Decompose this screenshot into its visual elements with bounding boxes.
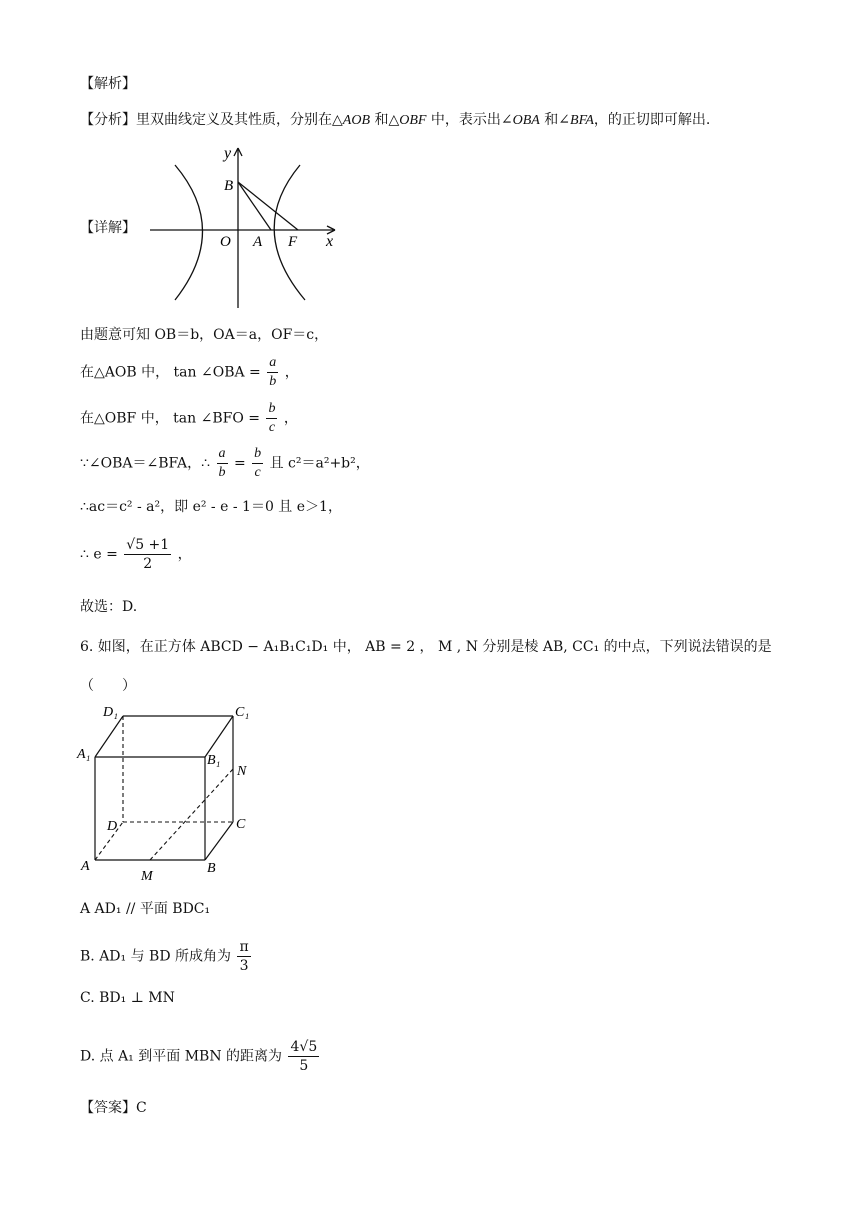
option-b xyxy=(80,938,253,975)
step-3-post: ， xyxy=(283,410,298,427)
fenxi-text-b: 中，表示出∠ xyxy=(426,112,513,128)
step-4-post: 且 c²＝a²+b²， xyxy=(269,455,370,472)
step-5: ∴ac＝c² - a²，即 e² - e - 1＝0 且 e＞1， xyxy=(80,499,342,515)
numerator: b xyxy=(252,445,263,464)
denominator: b xyxy=(269,374,277,389)
step-1: 由题意可知 OB＝b，OA＝a，OF＝c， xyxy=(80,327,329,343)
label-a1: A₁ xyxy=(77,747,91,762)
denominator: c xyxy=(268,420,276,435)
segment-bf xyxy=(238,182,298,230)
denominator: b xyxy=(218,465,226,480)
label-a: A xyxy=(253,234,263,250)
edge-a1-d1 xyxy=(95,716,123,757)
option-c: C. BD₁ ⊥ MN xyxy=(80,990,175,1006)
option-d xyxy=(80,1038,321,1075)
label-b1: B₁ xyxy=(207,753,221,768)
fenxi-text-a: 里双曲线定义及其性质，分别在△ xyxy=(136,112,343,128)
denominator: c xyxy=(254,465,261,480)
label-y: y xyxy=(224,145,232,162)
label-d1: D₁ xyxy=(103,705,118,720)
fraction-a-over-b-2 xyxy=(217,445,228,482)
numerator: a xyxy=(267,354,278,373)
cube-figure xyxy=(75,702,275,882)
denominator: 2 xyxy=(143,556,153,572)
step-3-pre: 在△OBF 中， xyxy=(80,410,169,427)
step-3-tan: tan ∠BFO = xyxy=(173,410,260,427)
fraction-e-value xyxy=(124,536,171,573)
hyperbola-right-branch xyxy=(274,165,305,300)
step-4 xyxy=(80,445,370,482)
numerator: π xyxy=(239,939,249,955)
fenxi-aob: AOB xyxy=(342,113,370,128)
analysis-heading: 【解析】 xyxy=(80,76,136,92)
step-3 xyxy=(80,400,298,437)
label-o: O xyxy=(220,234,231,250)
option-a: A AD₁ // 平面 BDC₁ xyxy=(80,901,211,917)
hyperbola-figure xyxy=(150,140,350,315)
label-c1: C₁ xyxy=(235,705,250,720)
step-2-post: ， xyxy=(284,364,299,381)
numerator: b xyxy=(266,400,277,419)
label-b: B xyxy=(207,861,216,876)
step-4-pre: ∵∠OBA＝∠BFA，∴ xyxy=(80,455,211,472)
label-c: C xyxy=(236,817,246,832)
edge-b-c xyxy=(205,822,233,860)
fraction-b-over-c xyxy=(266,400,277,437)
hyperbola-left-branch xyxy=(175,165,203,300)
fenxi-obf: OBF xyxy=(399,113,427,128)
label-d: D xyxy=(107,819,118,834)
fenxi-bfa: BFA xyxy=(570,113,594,128)
edge-b1-c1 xyxy=(205,716,233,757)
fraction-b-over-c-2 xyxy=(252,445,263,482)
segment-mn xyxy=(150,769,233,860)
analysis-paragraph xyxy=(80,110,710,131)
label-m: M xyxy=(141,869,153,882)
numerator: √5 +1 xyxy=(126,537,170,553)
numerator: 4√5 xyxy=(290,1039,318,1055)
fenxi-text-c: ，的正切即可解出. xyxy=(593,112,711,128)
label-b: B xyxy=(224,178,234,194)
step-2-tan: tan ∠OBA = xyxy=(173,364,261,381)
fraction-pi-over-3 xyxy=(237,938,250,975)
answer-line: 【答案】C xyxy=(80,1100,147,1116)
fenxi-oba: OBA xyxy=(512,113,540,128)
choice-line: 故选：D. xyxy=(80,599,138,615)
step-2 xyxy=(80,354,299,391)
denominator: 3 xyxy=(239,958,249,974)
step-2-pre: 在△AOB 中， xyxy=(80,364,170,381)
label-n: N xyxy=(237,764,247,779)
numerator: a xyxy=(217,445,228,464)
fenxi-he1: 和△ xyxy=(370,112,400,128)
question-6-paren: （ ） xyxy=(80,678,136,694)
option-d-text: D. 点 A₁ 到平面 MBN 的距离为 xyxy=(80,1048,283,1065)
label-f: F xyxy=(288,234,298,250)
step-6-post: ， xyxy=(177,546,192,563)
xiangjie-tag: 【详解】 xyxy=(80,220,136,236)
fenxi-tag: 【分析】 xyxy=(80,112,136,128)
fraction-a-over-b xyxy=(267,354,278,391)
equals-sign: = xyxy=(233,455,246,472)
step-6-pre: ∴ e = xyxy=(80,546,118,563)
fraction-distance xyxy=(288,1038,319,1075)
step-6 xyxy=(80,536,192,573)
label-x: x xyxy=(326,233,334,250)
option-b-text: B. AD₁ 与 BD 所成角为 xyxy=(80,948,231,965)
label-a: A xyxy=(81,859,90,874)
denominator: 5 xyxy=(299,1058,309,1074)
fenxi-he2: 和∠ xyxy=(539,112,571,128)
question-6: 6. 如图，在正方体 ABCD − A₁B₁C₁D₁ 中， AB = 2 ， M , N 分别是棱 AB, CC₁ 的中点，下列说法错误的是 xyxy=(80,639,772,655)
segment-ba xyxy=(238,182,271,230)
